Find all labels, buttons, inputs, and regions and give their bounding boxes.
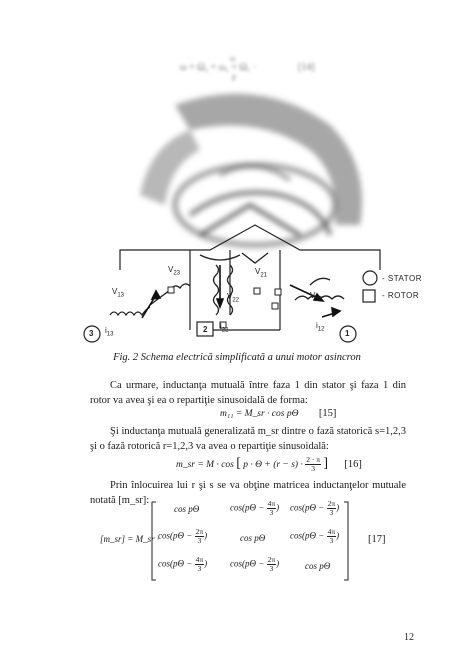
label-i13-main: i [105, 326, 107, 335]
equation-16-frac-num: 2 · π [306, 455, 320, 465]
matrix-r1c1: cos pΘ [174, 504, 200, 514]
equation-15-ref: [15] [318, 408, 337, 419]
label-i13 [105, 326, 113, 338]
label-v22-main: V [227, 292, 233, 301]
label-i12-sub: 12 [317, 326, 325, 333]
equation-16-ref: [16] [344, 459, 362, 470]
legend-rotor-symbol [363, 290, 375, 302]
matrix-r2c3-frac [327, 527, 340, 545]
node-2-label: 2 [203, 325, 208, 334]
paragraph-1 [90, 378, 406, 408]
label-v13-sub: 13 [117, 292, 125, 299]
matrix-r3c2-frac [267, 555, 280, 573]
paragraph-3-text: Prin înlocuirea lui r şi s se va obţine matricea inductanţelor mutuale notată [m_sr]: [90, 480, 406, 506]
label-v12 [310, 291, 322, 303]
equation-17-matrix [100, 498, 400, 584]
paragraph-2-text: Şi inductanţa mutuală generalizată m_sr dintre o fază statorică s=1,2,3 şi o fază rotorică r=1,2,3 va avea o repartiţie sinusoidală: [90, 426, 406, 452]
matrix-r1c3 [290, 500, 339, 517]
paragraph-2 [90, 424, 406, 454]
equation-15-body: m₁₁ = M_sr · cos pΘ [220, 409, 299, 419]
matrix-r1c3-frac [327, 499, 340, 517]
label-i22 [220, 322, 228, 334]
matrix-r2c1 [158, 528, 207, 545]
stator-frame [120, 225, 380, 330]
matrix-r3c2-num: 2π [267, 555, 276, 564]
equation-16-fraction [305, 456, 321, 473]
blurred-equation [180, 54, 320, 81]
label-v13 [112, 287, 124, 299]
page-number: 12 [404, 632, 414, 643]
blurred-equation-text: ω = Ω₂ + ω₁ = Ω₁ · [180, 62, 257, 73]
legend-stator-label: - STATOR [382, 274, 422, 283]
blurred-frac-num: ω [230, 54, 236, 63]
equation-17-ref: [17] [368, 534, 386, 545]
figure-caption: Fig. 2 Schema electrică simplificată a unui motor asincron [113, 352, 361, 363]
equation-16-left: m_sr = M · cos [176, 460, 234, 470]
label-i22-sub: 22 [221, 327, 229, 334]
matrix-r3c1-pre: cos(pΘ − [158, 558, 193, 569]
matrix-r2c1-pre: cos(pΘ − [158, 530, 193, 541]
matrix-r2c3-pre: cos(pΘ − [290, 530, 325, 541]
matrix-r2c3-num: 4π [327, 527, 336, 536]
equation-16 [176, 456, 362, 473]
matrix-r3c1 [158, 556, 207, 573]
stator-coils [110, 253, 344, 315]
matrix-r1c2-num: 4π [267, 499, 276, 508]
matrix-r1c3-num: 2π [327, 499, 336, 508]
matrix-r1c2-pre: cos(pΘ − [230, 502, 265, 513]
matrix-r2c3-close: ) [336, 530, 340, 541]
matrix-r2c2: cos pΘ [240, 533, 266, 543]
matrix-r1c3-close: ) [336, 502, 340, 513]
node-1-label: 1 [345, 329, 350, 338]
label-v21-main: V [255, 267, 261, 276]
label-i22-main: i [220, 322, 222, 331]
label-v22-sub: 22 [232, 297, 240, 304]
matrix-r1c3-den: 3 [329, 508, 334, 517]
matrix-r3c2-pre: cos(pΘ − [230, 558, 265, 569]
label-i13-sub: 13 [106, 331, 114, 338]
blurred-equation-ref: [14] [298, 62, 315, 73]
matrix-r2c1-close: ) [204, 530, 208, 541]
blurred-frac-den: p [232, 72, 236, 81]
label-v13-main: V [112, 287, 118, 296]
matrix-r3c2-den: 3 [269, 564, 274, 573]
equation-16-open-bracket: [ [236, 456, 241, 471]
motor-schematic-drawing [80, 85, 440, 355]
matrix-lhs: [m_sr] = M_sr · [100, 534, 160, 544]
matrix-r1c2-close: ) [276, 502, 280, 513]
paragraph-1-text: Ca urmare, inductanţa mutuală între faza 1 din stator şi faza 1 din rotor va avea şi ea o repartiţie sinusoidală de forma: [90, 380, 406, 406]
matrix-r2c1-frac [195, 527, 208, 545]
equation-15 [220, 408, 336, 419]
blurred-rotor-region [140, 94, 362, 245]
label-v23-left-sub: 23 [173, 270, 181, 277]
equation-16-close-bracket: ] [323, 456, 329, 471]
matrix-r2c3 [290, 528, 339, 545]
label-i12-main: i [316, 321, 318, 330]
matrix-r2c1-den: 3 [197, 536, 202, 545]
equation-16-frac-den: 3 [311, 464, 315, 474]
label-v23-left-main: V [168, 265, 174, 274]
equation-16-inner: p · Θ + (r − s) · [243, 460, 303, 470]
matrix-r3c2 [230, 556, 279, 573]
matrix-r1c2-frac [267, 499, 280, 517]
matrix-r1c3-pre: cos(pΘ − [290, 502, 325, 513]
matrix-r2c3-den: 3 [329, 536, 334, 545]
label-i12 [316, 321, 324, 333]
legend-rotor-label: - ROTOR [382, 291, 420, 300]
matrix-r3c1-frac [195, 555, 208, 573]
label-v21 [255, 267, 267, 279]
motor-schematic-figure [80, 85, 440, 355]
label-v12-sub: 12 [315, 296, 323, 303]
label-v12-main: V [310, 291, 316, 300]
label-v22 [227, 292, 239, 304]
matrix-r3c2-close: ) [276, 558, 280, 569]
matrix-r2c1-num: 2π [195, 527, 204, 536]
legend-stator-symbol [363, 271, 377, 285]
label-v21-sub: 21 [260, 272, 268, 279]
label-v23-left [168, 265, 180, 277]
matrix-r1c2 [230, 500, 279, 517]
matrix-r3c1-num: 4π [195, 555, 204, 564]
matrix-r1c2-den: 3 [269, 508, 274, 517]
matrix-r3c1-close: ) [204, 558, 208, 569]
node-3-label: 3 [89, 329, 94, 338]
matrix-r3c3: cos pΘ [305, 561, 331, 571]
matrix-r3c1-den: 3 [197, 564, 202, 573]
